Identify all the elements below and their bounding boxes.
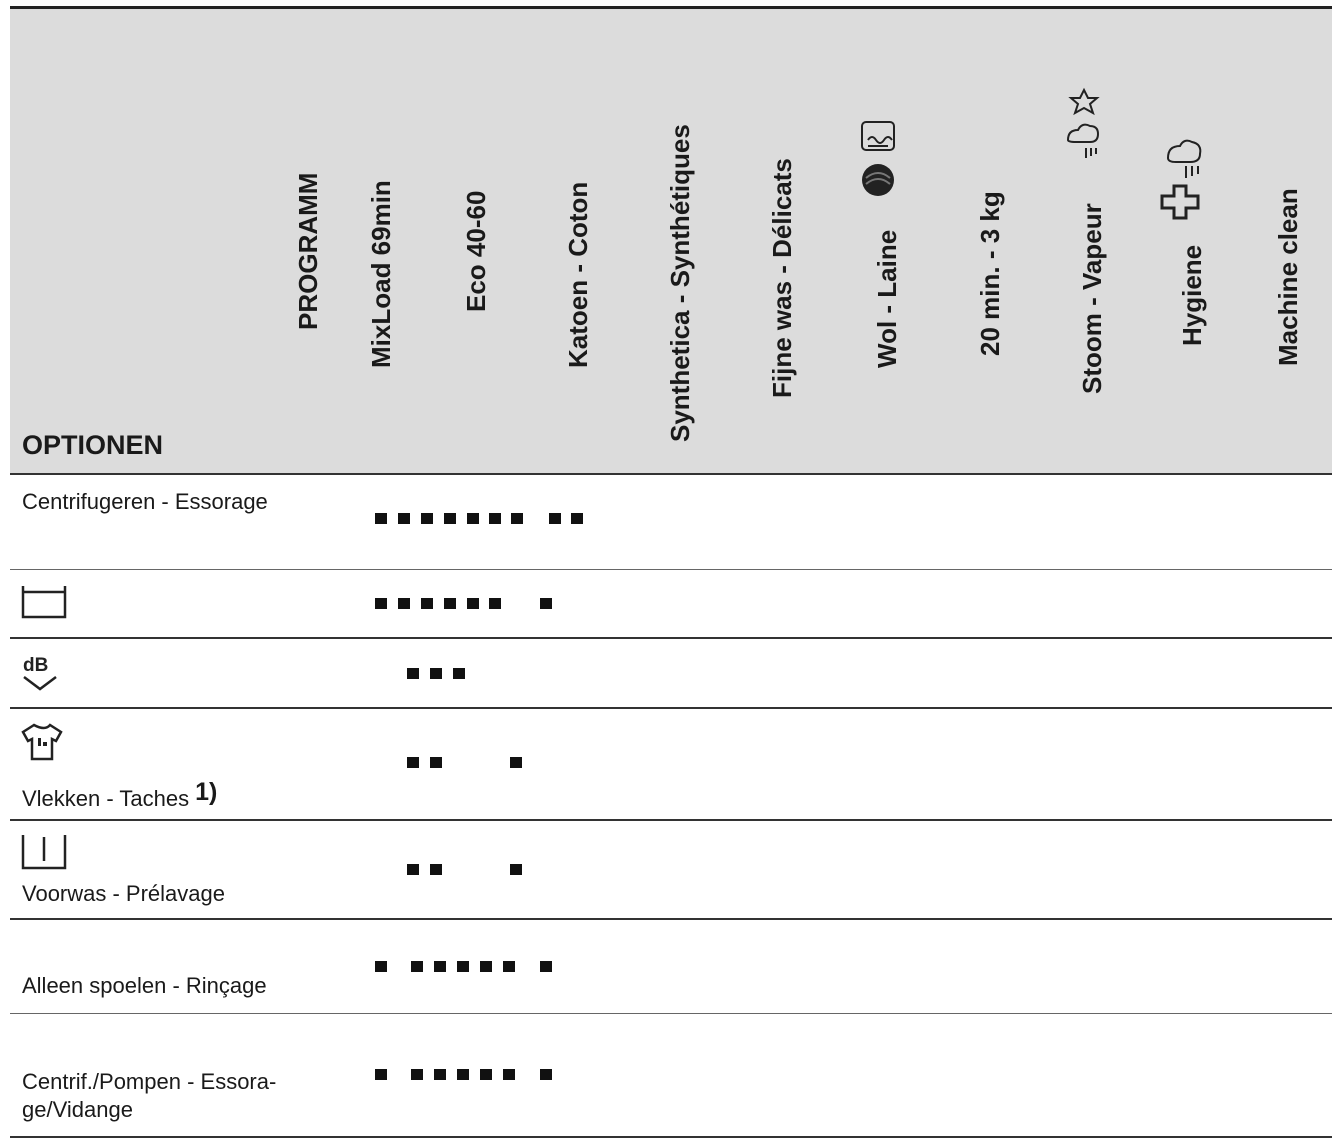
option-mark bbox=[457, 1069, 469, 1080]
option-mark bbox=[434, 961, 446, 972]
drawer-icon bbox=[20, 584, 68, 620]
option-mark bbox=[407, 668, 419, 679]
svg-text:dB: dB bbox=[23, 655, 49, 676]
option-mark bbox=[407, 864, 419, 875]
option-mark bbox=[457, 961, 469, 972]
option-mark bbox=[549, 513, 561, 524]
row-label-alleen-spoelen: Alleen spoelen - Rinçage bbox=[22, 973, 267, 998]
row-label-voorwas: Voorwas - Prélavage bbox=[22, 881, 225, 906]
option-mark bbox=[444, 513, 456, 524]
row-divider bbox=[10, 637, 1332, 639]
option-mark bbox=[434, 1069, 446, 1080]
option-mark bbox=[375, 961, 387, 972]
option-mark bbox=[571, 513, 583, 524]
option-mark bbox=[467, 598, 479, 609]
db-reduce-icon bbox=[20, 651, 60, 691]
option-mark bbox=[540, 598, 552, 609]
column-20min: 20 min. - 3 kg bbox=[975, 191, 1005, 356]
option-mark bbox=[511, 513, 523, 524]
option-mark bbox=[430, 668, 442, 679]
option-mark bbox=[510, 757, 522, 768]
option-mark bbox=[375, 513, 387, 524]
option-mark bbox=[480, 1069, 492, 1080]
option-mark bbox=[444, 598, 456, 609]
column-synthetica: Synthetica - Synthétiques bbox=[665, 124, 695, 442]
option-mark bbox=[411, 1069, 423, 1080]
option-mark bbox=[375, 1069, 387, 1080]
option-mark bbox=[503, 1069, 515, 1080]
option-mark bbox=[489, 598, 501, 609]
column-mixload: MixLoad 69min bbox=[366, 180, 396, 368]
option-mark bbox=[398, 513, 410, 524]
row-divider bbox=[10, 819, 1332, 821]
option-mark bbox=[430, 757, 442, 768]
steam-icon bbox=[1060, 86, 1106, 166]
hygiene-icon bbox=[1160, 136, 1208, 226]
option-mark bbox=[480, 961, 492, 972]
column-wol: Wol - Laine bbox=[872, 229, 902, 368]
column-fijne-was: Fijne was - Délicats bbox=[767, 158, 797, 398]
footnote-marker: 1) bbox=[195, 778, 218, 806]
stain-shirt-icon bbox=[20, 722, 64, 762]
row-divider bbox=[10, 569, 1332, 570]
column-katoen: Katoen - Coton bbox=[563, 181, 593, 368]
row-label-centrifugeren: Centrifugeren - Essorage bbox=[22, 489, 268, 514]
column-machine-clean: Machine clean bbox=[1273, 188, 1303, 366]
option-mark bbox=[421, 513, 433, 524]
option-mark bbox=[503, 961, 515, 972]
option-mark bbox=[510, 864, 522, 875]
option-mark bbox=[430, 864, 442, 875]
column-stoom: Stoom - Vapeur bbox=[1077, 203, 1107, 394]
optionen-heading: OPTIONEN bbox=[22, 430, 164, 460]
option-mark bbox=[540, 1069, 552, 1080]
row-divider bbox=[10, 1013, 1332, 1014]
option-mark bbox=[467, 513, 479, 524]
option-mark bbox=[489, 513, 501, 524]
option-mark bbox=[421, 598, 433, 609]
prewash-tub-icon bbox=[20, 833, 68, 871]
option-mark bbox=[375, 598, 387, 609]
row-divider bbox=[10, 1136, 1332, 1138]
vlekken-text: Vlekken - Taches bbox=[22, 786, 190, 811]
column-hygiene: Hygiene bbox=[1177, 244, 1207, 346]
option-mark bbox=[453, 668, 465, 679]
column-eco: Eco 40-60 bbox=[461, 190, 491, 312]
option-mark bbox=[411, 961, 423, 972]
centrif-line-1: Centrif./Pompen - Essora- bbox=[22, 1069, 277, 1094]
row-label-vlekken bbox=[22, 778, 217, 813]
programm-heading: PROGRAMM bbox=[293, 172, 323, 330]
wool-icon bbox=[858, 118, 902, 202]
centrif-line-2: ge/Vidange bbox=[22, 1097, 133, 1122]
row-label-centrif-pompen bbox=[22, 1068, 276, 1124]
row-divider bbox=[10, 473, 1332, 475]
option-mark bbox=[407, 757, 419, 768]
option-mark bbox=[540, 961, 552, 972]
row-divider bbox=[10, 918, 1332, 920]
option-mark bbox=[398, 598, 410, 609]
row-divider bbox=[10, 707, 1332, 709]
